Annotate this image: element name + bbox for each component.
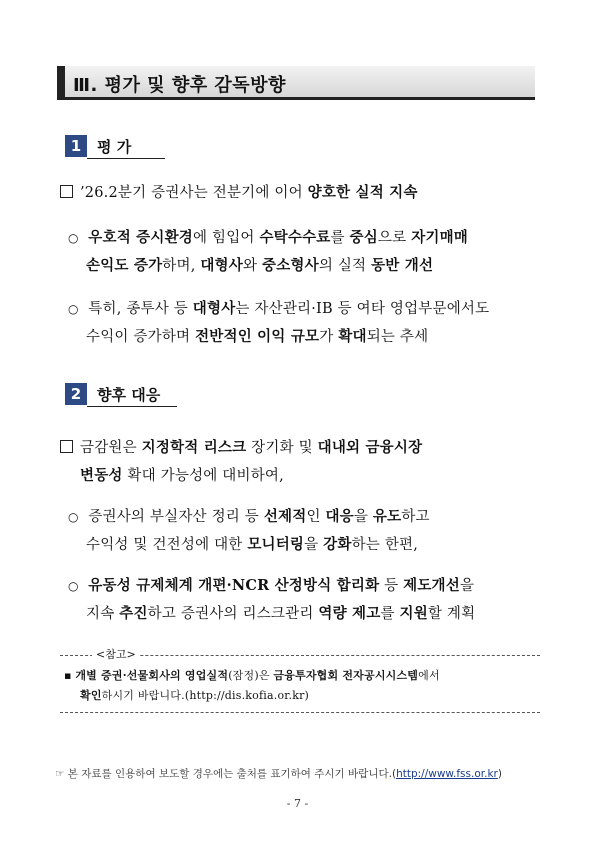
bullet-line-continued xyxy=(86,533,418,554)
section-header-bar xyxy=(57,66,65,97)
main-point-continued xyxy=(80,464,284,485)
text-run-bold: 제도개선 xyxy=(403,577,460,594)
bullet-circle-icon: ○ xyxy=(68,510,79,524)
text-run: ’26.2분기 증권사는 전분기에 이어 xyxy=(80,185,308,201)
text-run: 를 xyxy=(380,606,400,622)
text-run: 으로 xyxy=(377,230,412,246)
note-line xyxy=(64,667,440,683)
text-run-bold: 금융투자협회 전자공시시스템 xyxy=(273,669,419,682)
section-header xyxy=(57,66,535,100)
text-run-bold: 손익도 증가 xyxy=(86,257,163,274)
page-number: - 7 - xyxy=(286,797,309,810)
text-run: 인 xyxy=(306,509,326,525)
text-run-bold: 추진 xyxy=(119,605,148,622)
paren: ( xyxy=(391,768,397,780)
text-run-bold: 변동성 xyxy=(80,467,123,484)
rich-text xyxy=(88,230,468,246)
subsection-title: 향후 대응 xyxy=(97,386,161,404)
text-run: 되는 추세 xyxy=(366,329,429,345)
text-run: 수익이 증가하며 xyxy=(86,329,196,345)
text-run-bold: 선제적 xyxy=(263,508,307,525)
text-run-bold: 대형사 xyxy=(200,257,243,274)
bullet-line-continued xyxy=(86,254,433,275)
text-run: 을 xyxy=(304,537,324,553)
text-run: 특히, 종투사 등 xyxy=(88,301,193,317)
checkbox-square-icon xyxy=(60,440,73,453)
text-run: 을 xyxy=(353,509,373,525)
text-run-bold: 확대 xyxy=(338,328,367,345)
subsection-header-evaluation xyxy=(65,135,165,159)
bullet-circle-icon: ○ xyxy=(68,231,79,245)
bullet-line-continued xyxy=(86,325,428,346)
source-notice-text: 본 자료를 인용하여 보도할 경우에는 출처를 표기하여 주시기 바랍니다. xyxy=(67,768,392,780)
text-run: 금감원은 xyxy=(80,440,142,456)
text-run-bold: 양호한 실적 지속 xyxy=(307,184,418,201)
text-run-bold: 중심 xyxy=(349,229,378,246)
text-run: 을 xyxy=(459,578,475,594)
text-run: (잠정)은 xyxy=(228,669,274,682)
text-run: 의 실적 xyxy=(318,258,372,274)
paren: ) xyxy=(497,768,502,780)
text-run: 가 xyxy=(319,329,339,345)
text-run: 와 xyxy=(242,258,262,274)
bullet-line xyxy=(68,226,468,247)
rich-text xyxy=(86,537,418,553)
pen-hand-icon: ☞ xyxy=(55,768,65,780)
text-run: 를 xyxy=(330,230,350,246)
text-run-bold: 강화 xyxy=(323,536,352,553)
main-point-evaluation xyxy=(60,181,418,202)
text-run-bold: 모니터링 xyxy=(247,536,305,553)
section-title: Ⅲ. 평가 및 향후 감독방향 xyxy=(73,75,286,96)
text-run: 에서 xyxy=(418,669,440,682)
text-run: 하는 한편, xyxy=(351,537,419,553)
text-run-bold: 확인 xyxy=(80,689,102,702)
reference-note-box xyxy=(60,655,540,713)
text-run-bold: 전반적인 이익 규모 xyxy=(195,328,320,345)
rich-text xyxy=(88,301,489,317)
text-run-bold: 중소형사 xyxy=(262,257,319,274)
text-run: 지속 xyxy=(86,606,120,622)
text-run: 는 자산관리·IB 등 여타 영업부문에서도 xyxy=(235,301,490,317)
text-run-bold: 수탁수수료 xyxy=(259,229,331,246)
main-point-response xyxy=(60,436,422,457)
rich-text xyxy=(88,509,429,525)
bullet-line xyxy=(68,297,489,318)
text-run: 등 xyxy=(379,578,404,594)
bullet-line xyxy=(68,505,430,526)
text-run: 할 계획 xyxy=(427,606,476,622)
text-run-bold: 우호적 증시환경 xyxy=(88,229,193,246)
text-run-bold: 자기매매 xyxy=(411,229,469,246)
rich-text xyxy=(86,606,475,622)
text-run: 하고 xyxy=(401,509,430,525)
subsection-underline xyxy=(87,158,165,159)
text-run: 하며, xyxy=(162,258,201,274)
text-run-bold: 대내외 금융시장 xyxy=(317,439,423,456)
text-run: 하고 증권사의 리스크관리 xyxy=(147,606,319,622)
text-run: 증권사의 부실자산 정리 등 xyxy=(88,509,264,525)
bullet-circle-icon: ○ xyxy=(68,302,79,316)
text-run-bold: 지정학적 리스크 xyxy=(141,439,247,456)
text-run: 하시기 바랍니다.(http://dis.kofia.or.kr) xyxy=(101,689,310,702)
bullet-circle-icon: ○ xyxy=(68,579,79,593)
rich-text xyxy=(88,578,474,594)
subsection-title: 평 가 xyxy=(97,138,132,156)
text-run: ▪ xyxy=(64,669,76,682)
reference-note-label: <참고> xyxy=(92,646,140,662)
rich-text xyxy=(80,440,422,456)
text-run: 확대 가능성에 대비하여, xyxy=(122,468,284,484)
subsection-number: 1 xyxy=(65,135,87,157)
text-run-bold: 개별 증권·선물회사의 영업실적 xyxy=(75,669,229,682)
text-run-bold: 유도 xyxy=(372,508,402,525)
text-run-bold: 역량 제고 xyxy=(318,605,381,622)
subsection-underline xyxy=(87,406,177,407)
rich-text xyxy=(86,329,428,345)
checkbox-square-icon xyxy=(60,185,73,198)
subsection-number: 2 xyxy=(65,383,87,405)
text-run: 수익성 및 건전성에 대한 xyxy=(86,537,248,553)
text-run-bold: 유동성 규제체계 개편·NCR 산정방식 합리화 xyxy=(88,577,380,594)
text-run: 장기화 및 xyxy=(246,440,318,456)
text-run-bold: 지원 xyxy=(399,605,428,622)
rich-text xyxy=(80,468,284,484)
text-run-bold: 동반 개선 xyxy=(371,257,434,274)
text-run-bold: 대형사 xyxy=(192,300,236,317)
rich-text xyxy=(64,669,440,682)
text-run: 에 힘입어 xyxy=(193,230,260,246)
rich-text xyxy=(80,689,309,702)
fss-website-link[interactable]: http://www.fss.or.kr xyxy=(396,768,498,780)
rich-text xyxy=(86,258,433,274)
source-notice xyxy=(55,766,502,781)
bullet-line-continued xyxy=(86,602,475,623)
note-line-continued xyxy=(80,687,309,703)
bullet-line xyxy=(68,574,474,595)
text-run-bold: 대응 xyxy=(325,508,354,525)
subsection-header-response xyxy=(65,383,185,407)
